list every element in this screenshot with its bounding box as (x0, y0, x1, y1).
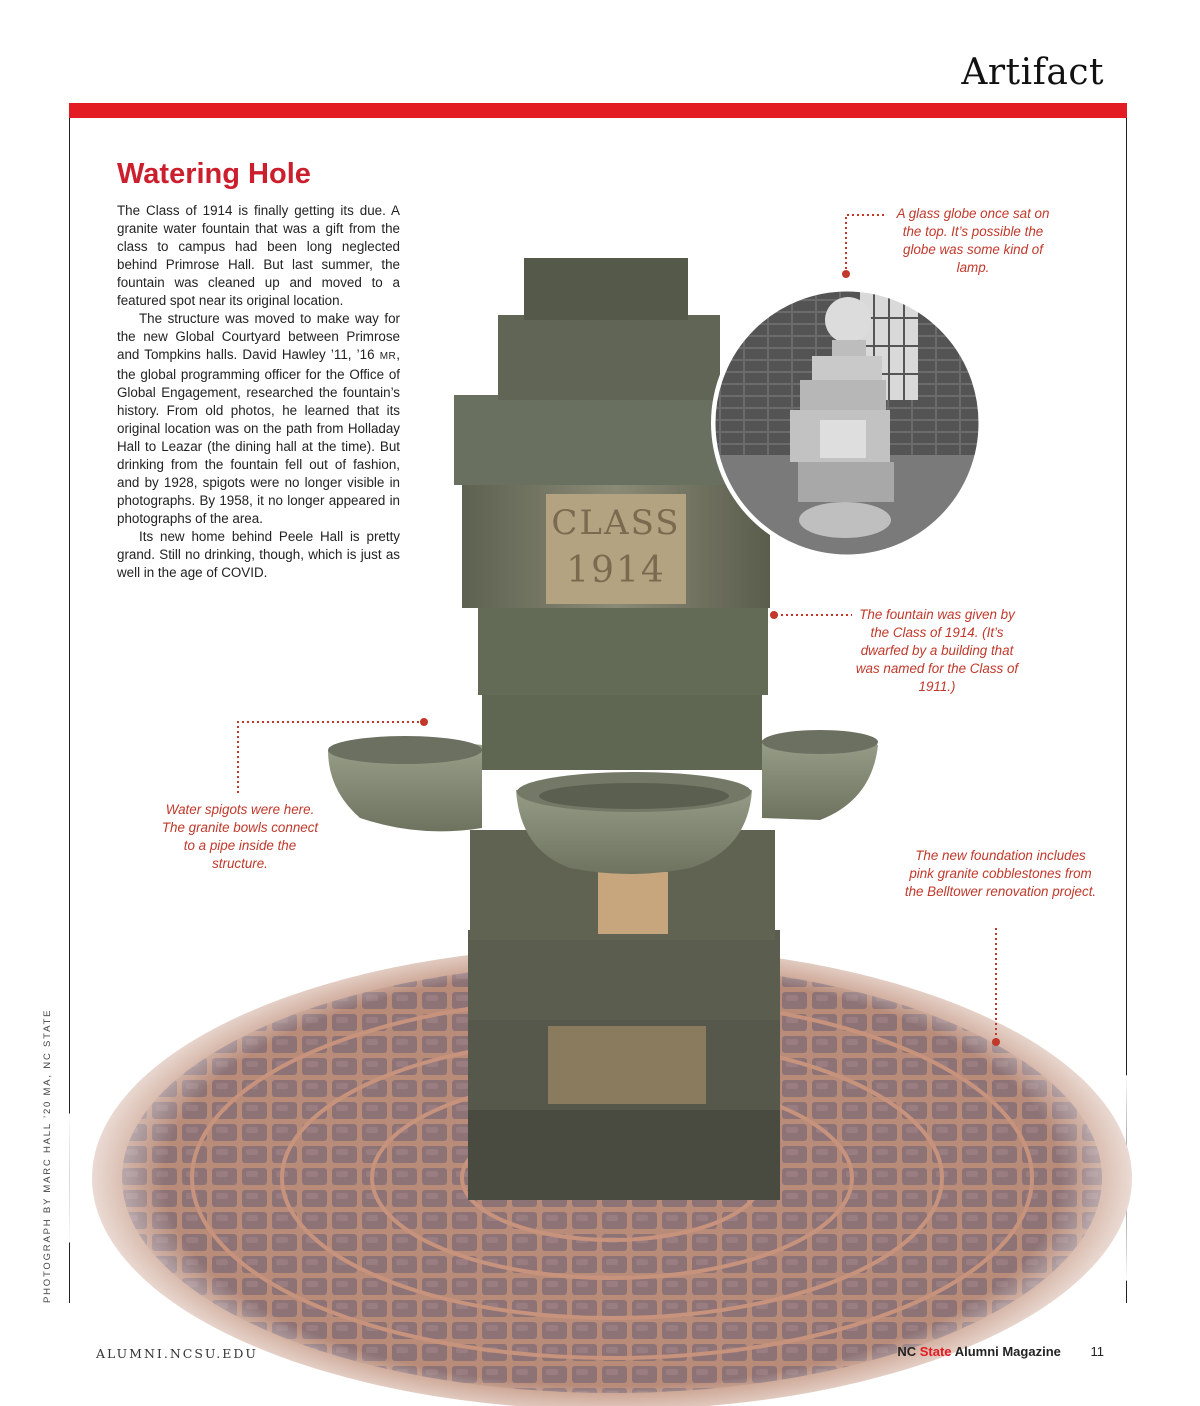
article-body (117, 202, 400, 582)
caption-globe: A glass globe once sat on the top. It’s possible the globe was some kind of lamp. (896, 206, 1050, 275)
caption-class: The fountain was given by the Class of 1914. (It’s dwarfed by a building that was named for the Class of 1911.) (855, 607, 1019, 694)
headline: Watering Hole (117, 158, 311, 190)
photo-credit: PHOTOGRAPH BY MARC HALL ’20 MA, NC STATE (42, 1008, 53, 1303)
paragraph-2-part-1: The structure was moved to make way for the new Global Courtyard between Primrose and Tompkins halls. David Hawley ’11, ’16 (117, 311, 400, 362)
paragraph-3: Its new home behind Peele Hall is pretty grand. Still no drinking, though, which is just as well in the age of COVID. (117, 529, 400, 580)
footer-url[interactable]: ALUMNI.NCSU.EDU (96, 1346, 258, 1361)
caption-foundation: The new foundation includes pink granite cobblestones from the Belltower renovation project. (904, 848, 1097, 899)
brand-rest: Alumni Magazine (954, 1344, 1061, 1359)
footer-brand (897, 1344, 1104, 1359)
caption-spigots: Water spigots were here. The granite bowls connect to a pipe inside the structure. (161, 802, 319, 871)
inscription-line-2: 1914 (566, 550, 666, 591)
section-label: Artifact (961, 52, 1104, 93)
leader-globe (846, 215, 884, 272)
paragraph-2-part-2: , the global programming officer for the Office of Global Engagement, researched the fountain’s history. From old photos, he learned that its original location was on the path from Holladay Hall to Leazar (the dining hall at the time). But drinking from the fountain fell out of fashion, and by 1928, spigots were no longer visible in photographs. By 1958, it no longer appeared in photographs of the area. (117, 347, 400, 526)
paragraph-2 (117, 310, 400, 528)
brand-nc: NC (897, 1344, 917, 1359)
page-number: 11 (1090, 1344, 1104, 1359)
brand-state: State (919, 1344, 952, 1359)
inscription-line-1: CLASS (551, 503, 681, 543)
fountain-pedestal (468, 830, 780, 1200)
degree-abbrev: MR (379, 351, 397, 362)
paragraph-1: The Class of 1914 is finally getting its due. A granite water fountain that was a gift from the class to campus had been long neglected behind Primrose Hall. But last summer, the fountain was cleaned up and moved to a featured spot near its original location. (117, 203, 400, 308)
